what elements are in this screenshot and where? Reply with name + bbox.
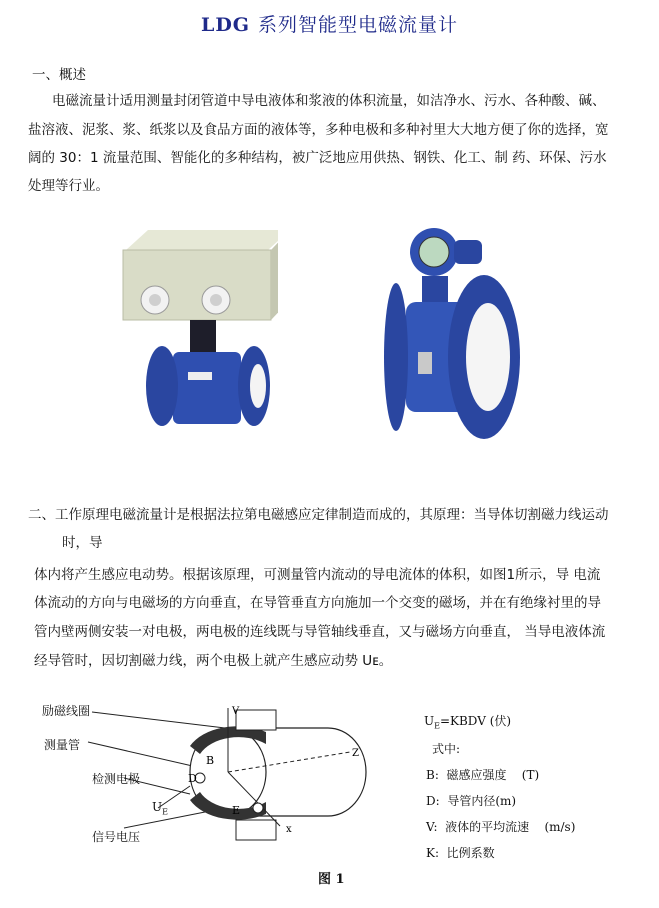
principle-diagram (40, 690, 380, 860)
section2-heading-line-1: 二、工作原理电磁流量计是根据法拉第电磁感应定律制造而成的，其原理：当导体切割磁力线运动 (28, 507, 609, 523)
axis-x-label: x (286, 824, 292, 835)
label-signal-voltage: 信号电压 (92, 830, 141, 844)
title-text: 系列智能型电磁流量计 (258, 14, 459, 36)
section1-line-4: 处理等行业。 (28, 178, 109, 194)
section2-line-3: 管内壁两侧安装一对电极，两电极的连线既与导管轴线垂直，又与磁场方向垂直， 当导电液体流 (34, 624, 606, 640)
figure-caption: 图 1 (318, 872, 345, 887)
axis-v-label: V (232, 706, 240, 717)
title-prefix: LDG (200, 14, 251, 36)
formula-where: 式中: (432, 742, 461, 756)
formula: $U_E=KBDV$ (伏) (424, 714, 512, 731)
label-d: D (188, 772, 197, 785)
label-e: E (232, 804, 241, 817)
section2-heading-line-2: 时，导 (62, 535, 103, 551)
label-coil: 励磁线圈 (42, 704, 91, 718)
def-d: D: 导管内径(m) (426, 794, 517, 808)
product-photo-integrated-type (384, 222, 524, 444)
section1-line-1: 电磁流量计适用测量封闭管道中导电液体和浆液的体积流量，如洁净水、污水、各种酸、碱、 (52, 93, 606, 109)
def-v: V: 液体的平均流速 (m/s) (426, 820, 576, 834)
def-b: B: 磁感应强度 (T) (426, 768, 540, 782)
section1-line-2: 盐溶液、泥浆、浆、纸浆以及食品方面的液体等，多种电极和多种衬里大大地方便了你的选择，宽 (28, 122, 609, 138)
section1-line-3: 阔的 30：1 流量范围、智能化的多种结构，被广泛地应用供热、钢铁、化工、制 药、环保、污水 (28, 150, 607, 166)
section1-heading: 一、概述 (32, 67, 86, 83)
page-title (0, 10, 659, 37)
label-ue: $U_E$ (152, 800, 168, 817)
label-b: B (206, 754, 215, 767)
def-k: K: 比例系数 (426, 846, 495, 860)
axis-z-label: Z (352, 748, 359, 759)
section2-line-2: 体流动的方向与电磁场的方向垂直，在导管垂直方向施加一个交变的磁场，并在有绝缘衬里的导 (34, 595, 601, 611)
product-photo-split-type (118, 222, 278, 454)
label-electrode: 检测电极 (92, 772, 141, 786)
section2-line-1: 体内将产生感应电动势。根据该原理，可测量管内流动的导电流体的体积，如图1所示，导 电流 (34, 567, 601, 583)
section2-line-4: 经导管时，因切割磁力线，两个电极上就产生感应动势 Uᴇ。 (34, 653, 393, 669)
label-pipe: 测量管 (44, 738, 81, 752)
